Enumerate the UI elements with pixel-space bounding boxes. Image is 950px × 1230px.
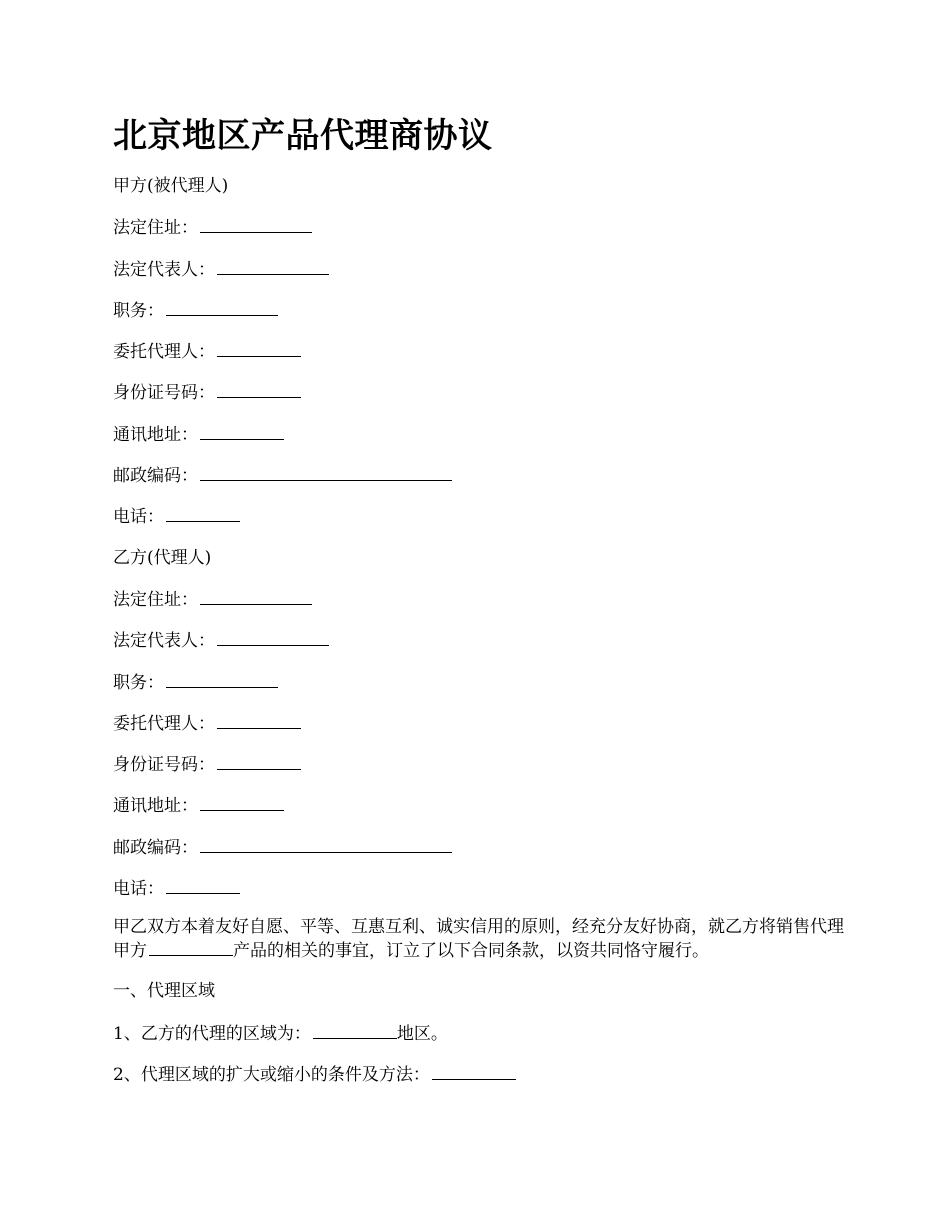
fill-in-blank <box>166 298 278 316</box>
party-b-id-field <box>113 752 853 776</box>
party-b-address-field <box>113 587 853 611</box>
preamble-paragraph <box>113 917 853 962</box>
field-label: 电话： <box>113 507 164 528</box>
field-label: 委托代理人： <box>113 713 215 734</box>
party-b-position-field <box>113 670 853 694</box>
fill-in-blank <box>166 876 240 894</box>
field-label: 邮政编码： <box>113 837 198 858</box>
party-a-agent-field <box>113 339 853 363</box>
fill-in-blank <box>200 793 284 811</box>
fill-in-blank <box>313 1021 397 1039</box>
party-b-legal-rep-field <box>113 628 853 652</box>
fill-in-blank <box>217 628 329 646</box>
fill-in-blank <box>200 463 452 481</box>
field-label: 法定代表人： <box>113 259 215 280</box>
preamble-text-1: 甲乙双方本着友好自愿、平等、互惠互利、诚实信用的原则，经充分友好协商，就乙方将销售代理甲方 <box>113 917 844 962</box>
field-label: 委托代理人： <box>113 342 215 363</box>
party-a-phone-field <box>113 504 853 528</box>
fill-in-blank <box>217 339 301 357</box>
party-a-legal-rep-field <box>113 257 853 281</box>
field-label: 通讯地址： <box>113 796 198 817</box>
party-b-phone-field <box>113 876 853 900</box>
clause-text: 地区。 <box>396 1023 448 1044</box>
fill-in-blank <box>149 938 233 956</box>
document-title: 北京地区产品代理商协议 <box>113 116 493 156</box>
fill-in-blank <box>200 587 312 605</box>
preamble-text-2: 产品的相关的事宜，订立了以下合同条款，以资共同恪守履行。 <box>233 941 709 962</box>
party-b-mail-address-field <box>113 793 853 817</box>
field-label: 身份证号码： <box>113 383 215 404</box>
party-a-position-field <box>113 298 853 322</box>
document-page <box>113 112 853 1103</box>
clause-1-2 <box>113 1062 853 1086</box>
field-label: 法定住址： <box>113 218 198 239</box>
clause-text: 2、代理区域的扩大或缩小的条件及方法： <box>113 1064 430 1085</box>
fill-in-blank <box>432 1062 516 1080</box>
field-label: 身份证号码： <box>113 755 215 776</box>
field-label: 电话： <box>113 879 164 900</box>
field-label: 通讯地址： <box>113 424 198 445</box>
fill-in-blank <box>200 215 312 233</box>
party-a-mail-address-field <box>113 422 853 446</box>
field-label: 法定代表人： <box>113 631 215 652</box>
party-a-address-field <box>113 215 853 239</box>
party-b-postcode-field <box>113 835 853 859</box>
fill-in-blank <box>166 504 240 522</box>
field-label: 职务： <box>113 672 164 693</box>
fill-in-blank <box>200 422 284 440</box>
party-a-postcode-field <box>113 463 853 487</box>
fill-in-blank <box>200 835 452 853</box>
fill-in-blank <box>217 711 301 729</box>
party-a-id-field <box>113 380 853 404</box>
fill-in-blank <box>217 380 301 398</box>
fill-in-blank <box>217 257 329 275</box>
clause-text: 1、乙方的代理的区域为： <box>113 1023 311 1044</box>
field-label: 职务： <box>113 300 164 321</box>
fill-in-blank <box>217 752 301 770</box>
party-a-heading: 甲方(被代理人) <box>113 176 229 196</box>
clause-1-1 <box>113 1021 853 1045</box>
party-b-heading: 乙方(代理人) <box>113 547 212 568</box>
field-label: 法定住址： <box>113 589 198 610</box>
fill-in-blank <box>166 670 278 688</box>
party-b-agent-field <box>113 711 853 735</box>
section-1-heading: 一、代理区域 <box>113 981 215 1002</box>
field-label: 邮政编码： <box>113 466 198 487</box>
